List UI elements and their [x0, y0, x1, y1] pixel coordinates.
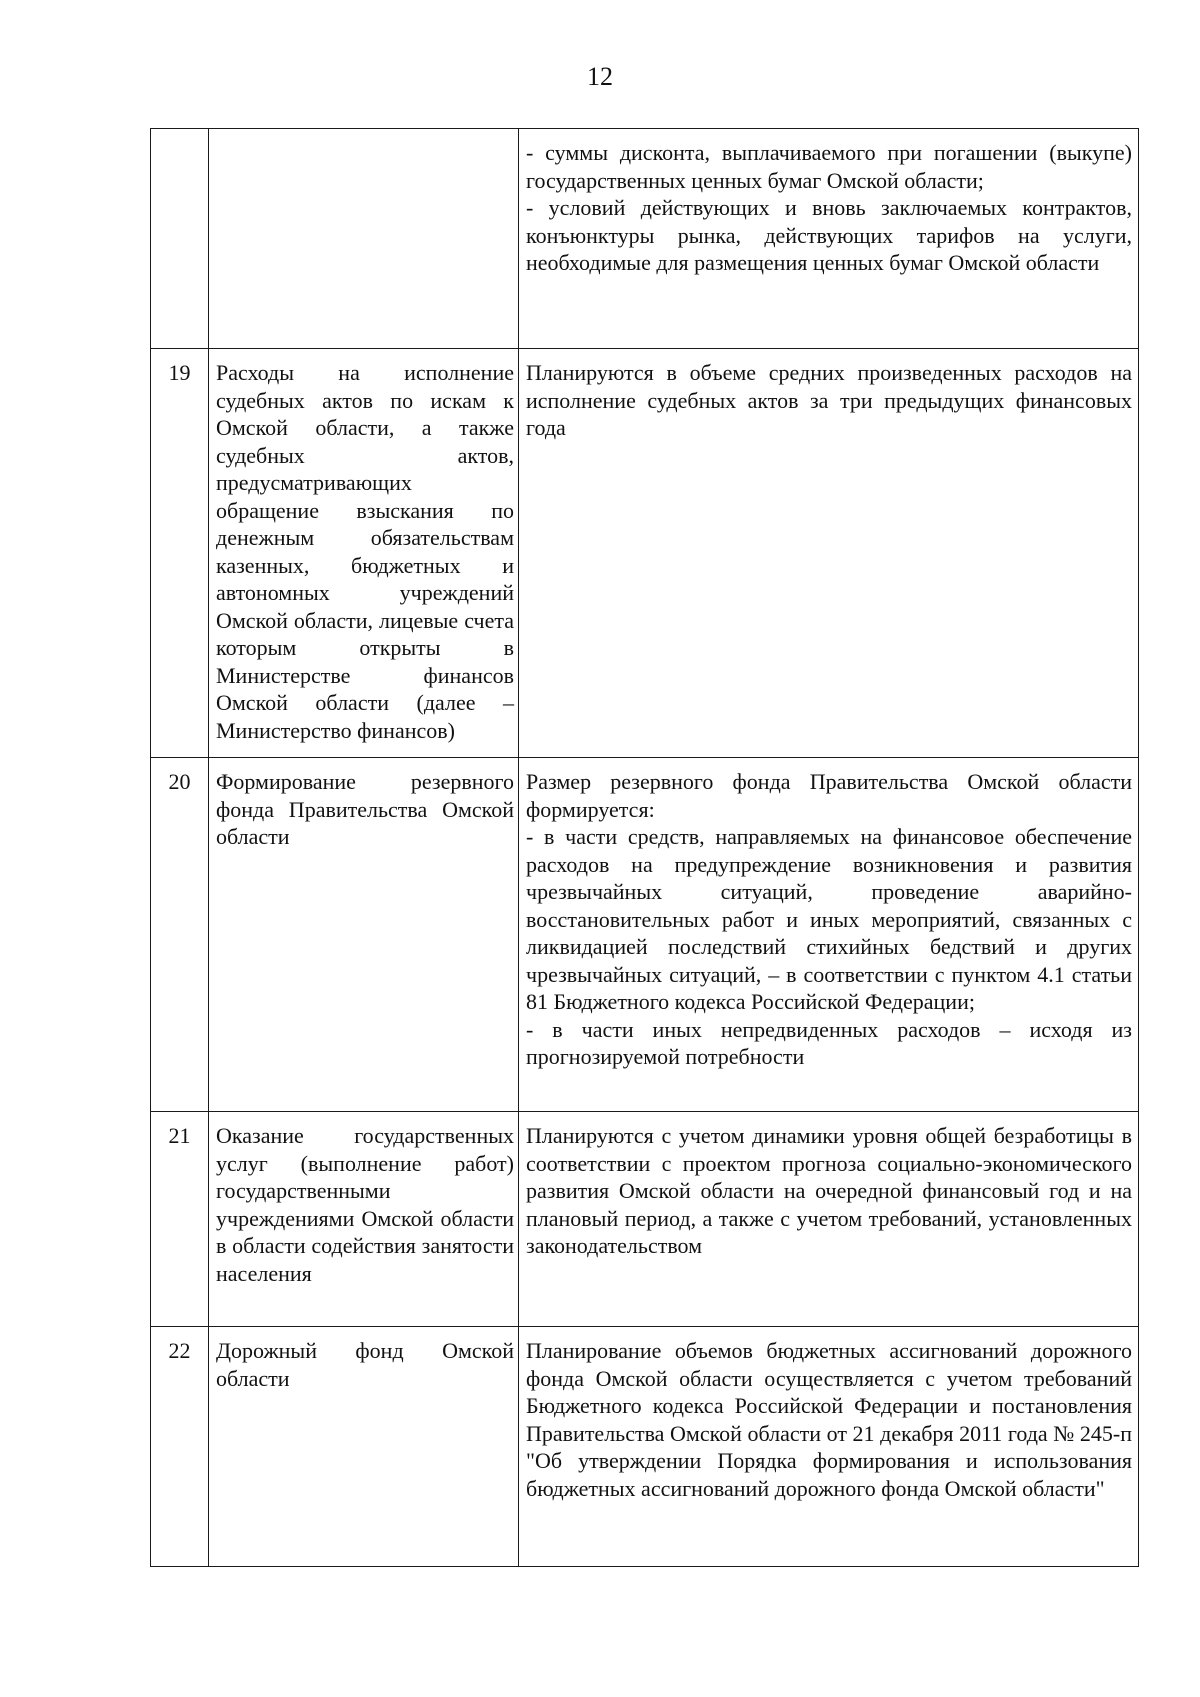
table-row	[151, 758, 1139, 1112]
description-paragraph: - в части иных непредвиденных расходов – исходя из прогнозируемой потребности	[526, 1016, 1132, 1069]
table-row	[151, 129, 1139, 349]
description-paragraph: - суммы дисконта, выплачиваемого при погашении (выкупе) государственных ценных бумаг Омской области;	[526, 140, 1132, 193]
row-number	[151, 129, 209, 349]
row-number: 21	[151, 1112, 209, 1327]
row-title: Расходы на исполнение судебных актов по искам к Омской области, а также судебных актов, предусматривающих обращение взыскания по денежным обязательствам казенных, бюджетных и автономных учреждений Омской области, лицевые счета которым открыты в Министерстве финансов Омской области (далее – Министерство финансов)	[209, 349, 519, 758]
description-paragraph: - условий действующих и вновь заключаемых контрактов, конъюнктуры рынка, действующих тарифов на услуги, необходимые для размещения ценных бумаг Омской области	[526, 195, 1132, 275]
row-number: 19	[151, 349, 209, 758]
description-paragraph: Планирование объемов бюджетных ассигнований дорожного фонда Омской области осуществляется с учетом требований Бюджетного кодекса Российской Федерации и постановления Правительства Омской области от 21 декабря 2011 года № 245-п "Об утверждении Порядка формирования и использования бюджетных ассигнований дорожного фонда Омской области"	[526, 1338, 1132, 1501]
row-title: Оказание государственных услуг (выполнение работ) государственными учреждениями Омской области в области содействия занятости населения	[209, 1112, 519, 1327]
row-description	[519, 129, 1139, 349]
row-number: 22	[151, 1327, 209, 1567]
row-title	[209, 129, 519, 349]
table-row	[151, 1112, 1139, 1327]
norms-table	[150, 128, 1139, 1567]
table-row	[151, 1327, 1139, 1567]
description-paragraph: Планируются в объеме средних произведенных расходов на исполнение судебных актов за три предыдущих финансовых года	[526, 360, 1132, 440]
row-description	[519, 349, 1139, 758]
row-title: Формирование резервного фонда Правительства Омской области	[209, 758, 519, 1112]
page-number: 12	[587, 62, 613, 91]
description-paragraph: Размер резервного фонда Правительства Омской области формируется:	[526, 769, 1132, 822]
description-paragraph: - в части средств, направляемых на финансовое обеспечение расходов на предупреждение возникновения и развития чрезвычайных ситуаций, проведение аварийно-восстановительных работ и иных мероприятий, связанных с ликвидацией последствий стихийных бедствий и других чрезвычайных ситуаций, – в соответствии с пунктом 4.1 статьи 81 Бюджетного кодекса Российской Федерации;	[526, 824, 1132, 1014]
description-paragraph: Планируются с учетом динамики уровня общей безработицы в соответствии с проектом прогноза социально-экономического развития Омской области на очередной финансовый год и на плановый период, а также с учетом требований, установленных законодательством	[526, 1123, 1132, 1258]
row-description	[519, 1327, 1139, 1567]
table-row	[151, 349, 1139, 758]
row-title: Дорожный фонд Омской области	[209, 1327, 519, 1567]
row-description	[519, 1112, 1139, 1327]
row-number: 20	[151, 758, 209, 1112]
row-description	[519, 758, 1139, 1112]
